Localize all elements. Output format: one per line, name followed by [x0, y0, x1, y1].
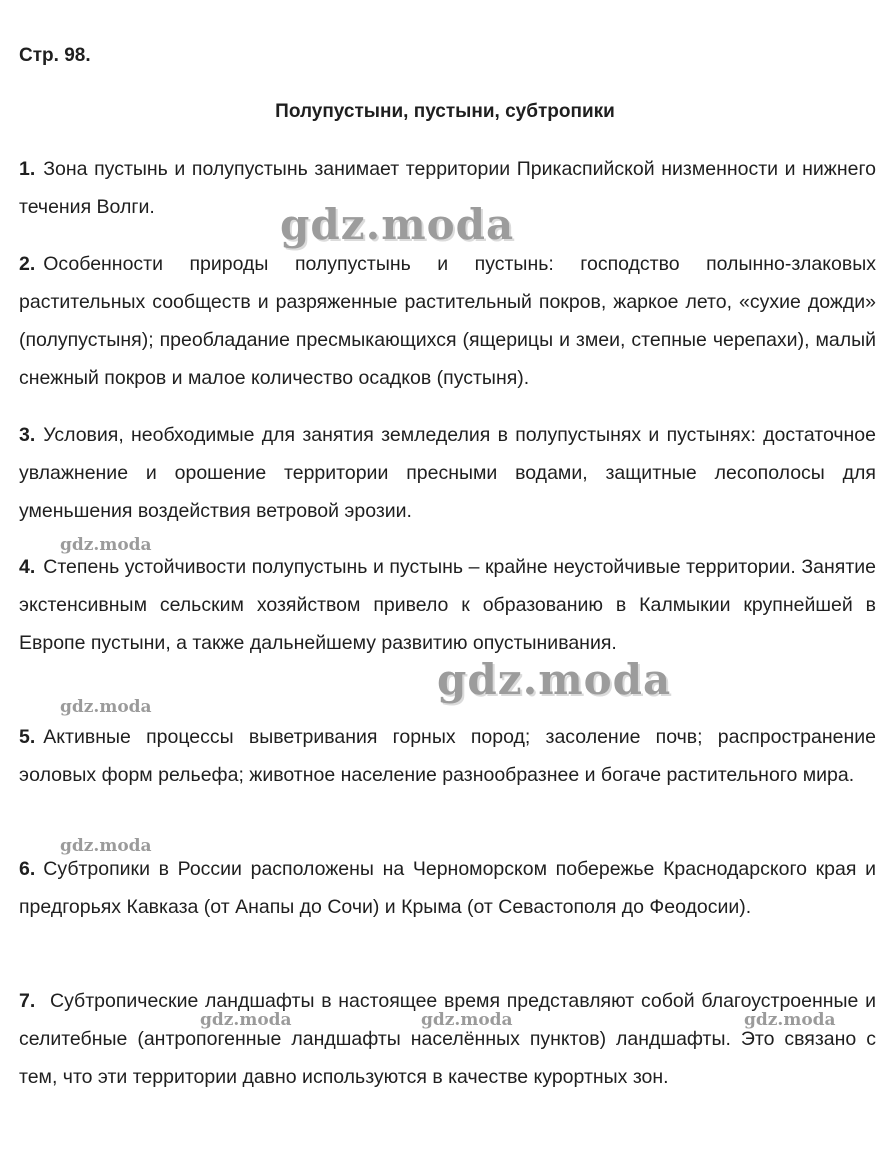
answer-text: Активные процессы выветривания горных пород; засоление почв; распространение эоловых форм рельефа; животное население разнообразнее и богаче растительного мира. — [19, 726, 876, 786]
answer-text: Субтропики в России расположены на Черноморском побережье Краснодарского края и предгорьях Кавказа (от Анапы до Сочи) и Крыма (от Севастополя до Феодосии). — [19, 858, 876, 918]
answer-number: 7. — [19, 990, 36, 1012]
answer-5 — [19, 718, 876, 794]
answer-text: Субтропические ландшафты в настоящее время представляют собой благоустроенные и селитебные (антропогенные ландшафты населённых пунктов) ландшафты. Это связано с тем, что эти территории давно используются в качестве курортных зон. — [19, 990, 876, 1088]
watermark: gdz.moda — [744, 1010, 836, 1030]
answer-text: Особенности природы полупустынь и пустынь: господство полынно-злаковых растительных сообществ и разряженные растительный покров, жаркое лето, «сухие дожди» (полупустыня); преобладание пресмыкающихся (ящерицы и змеи, степные черепахи), малый снежный покров и малое количество осадков (пустыня). — [19, 253, 876, 389]
watermark: gdz.moda — [200, 1010, 292, 1030]
answer-number: 3. — [19, 424, 36, 446]
answer-number: 5. — [19, 726, 36, 748]
answer-text: Условия, необходимые для занятия земледелия в полупустынях и пустынях: достаточное увлажнение и орошение территории пресными водами, защитные лесополосы для уменьшения воздействия ветровой эрозии. — [19, 424, 876, 522]
page-number: Стр. 98. — [19, 45, 91, 66]
watermark: gdz.moda — [60, 836, 152, 856]
watermark: gdz.moda — [421, 1010, 513, 1030]
answer-1 — [19, 150, 876, 226]
watermark: gdz.moda — [280, 200, 515, 249]
answer-number: 6. — [19, 858, 36, 880]
answer-7 — [19, 982, 876, 1096]
watermark: gdz.moda — [60, 697, 152, 717]
watermark: gdz.moda — [60, 535, 152, 555]
answer-3 — [19, 416, 876, 530]
answer-number: 4. — [19, 556, 36, 578]
answer-number: 2. — [19, 253, 36, 275]
answer-6 — [19, 850, 876, 926]
answer-text: Зона пустынь и полупустынь занимает территории Прикаспийской низменности и нижнего течения Волги. — [19, 158, 876, 218]
answer-4 — [19, 548, 876, 662]
watermark: gdz.moda — [437, 655, 672, 704]
answer-number: 1. — [19, 158, 36, 180]
answer-text: Степень устойчивости полупустынь и пустынь – крайне неустойчивые территории. Занятие экстенсивным сельским хозяйством привело к образованию в Калмыкии крупнейшей в Европе пустыни, а также дальнейшему развитию опустынивания. — [19, 556, 876, 654]
page-title: Полупустыни, пустыни, субтропики — [275, 101, 615, 122]
answer-2 — [19, 245, 876, 397]
